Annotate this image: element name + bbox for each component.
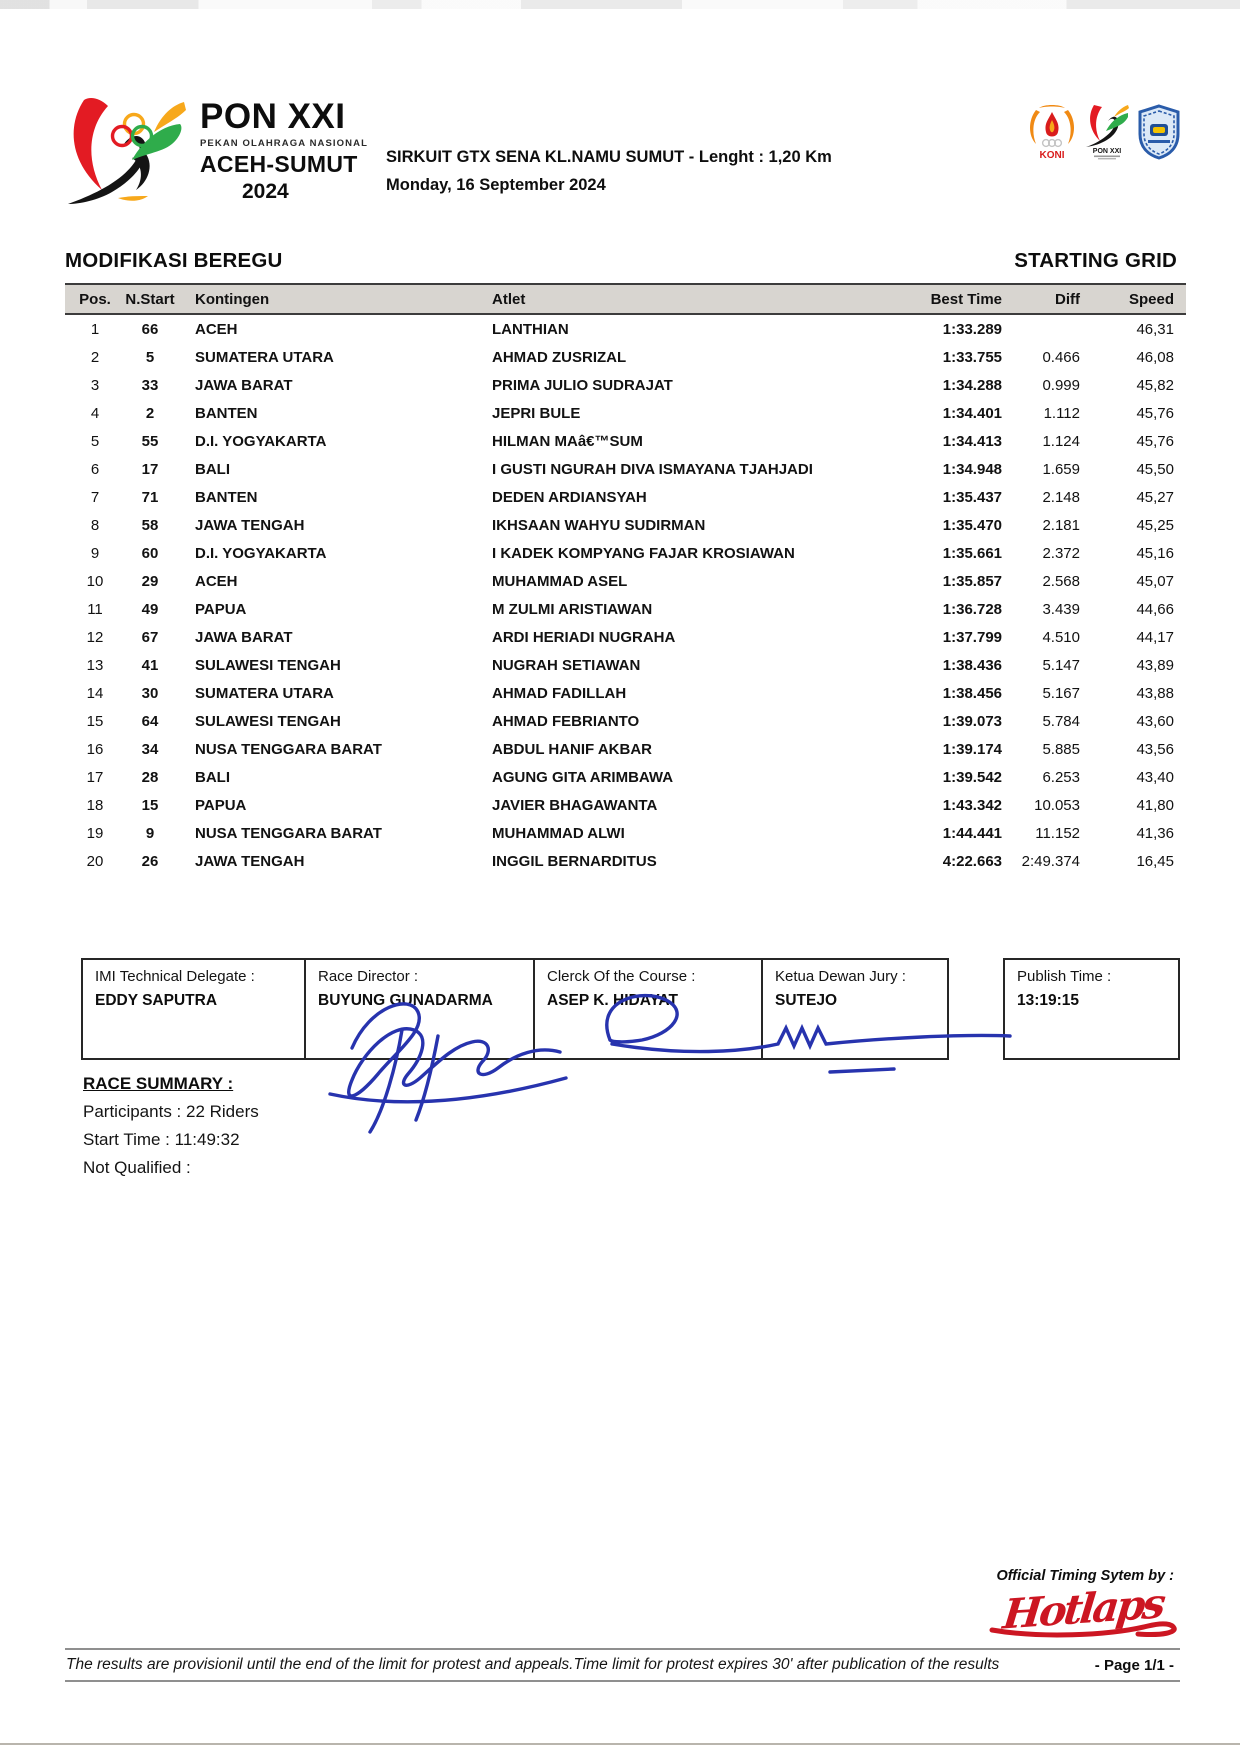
title-bar <box>65 249 1177 273</box>
cell-nstart: 64 <box>141 712 159 730</box>
cell-diff: 5.885 <box>1042 740 1080 758</box>
cell-pos: 15 <box>86 712 104 730</box>
scan-artifact-top <box>0 0 1240 9</box>
cell-nstart: 9 <box>145 824 155 842</box>
cell-nstart: 55 <box>141 432 159 450</box>
cell-atlet: AHMAD ZUSRIZAL <box>492 348 627 366</box>
cell-kontingen: NUSA TENGGARA BARAT <box>195 740 382 758</box>
table-row <box>65 511 1186 539</box>
cell-nstart: 17 <box>141 460 159 478</box>
cell-nstart: 71 <box>141 488 159 506</box>
publish-time-value: 13:19:15 <box>1017 992 1080 1009</box>
cell-atlet: NUGRAH SETIAWAN <box>492 656 641 674</box>
cell-kontingen: PAPUA <box>195 600 247 618</box>
cell-diff: 2.372 <box>1042 544 1080 562</box>
official-name: SUTEJO <box>775 992 838 1009</box>
cell-atlet: ARDI HERIADI NUGRAHA <box>492 628 676 646</box>
official-role: Clerck Of the Course : <box>547 968 696 985</box>
cell-pos: 5 <box>90 432 100 450</box>
column-header-pos: Pos. <box>65 284 125 314</box>
table-row <box>65 343 1186 371</box>
cell-atlet: MUHAMMAD ALWI <box>492 824 625 842</box>
event-date: Monday, 16 September 2024 <box>386 176 606 194</box>
cell-diff: 1.112 <box>1043 404 1080 422</box>
event-subtitle: PEKAN OLAHRAGA NASIONAL <box>200 138 368 149</box>
official-role: IMI Technical Delegate : <box>95 968 255 985</box>
cell-nstart: 49 <box>141 600 159 618</box>
official-role: Ketua Dewan Jury : <box>775 968 906 985</box>
cell-best_time: 1:39.542 <box>942 768 1002 786</box>
cell-kontingen: PAPUA <box>195 796 247 814</box>
table-row <box>65 651 1186 679</box>
table-row <box>65 539 1186 567</box>
cell-nstart: 15 <box>141 796 159 814</box>
table-row <box>65 763 1186 791</box>
cell-diff: 1.659 <box>1042 460 1080 478</box>
cell-speed: 45,16 <box>1136 544 1174 562</box>
cell-best_time: 1:35.470 <box>942 516 1002 534</box>
cell-diff: 5.167 <box>1042 684 1080 702</box>
cell-pos: 16 <box>86 740 104 758</box>
column-header-diff: Diff <box>1010 284 1090 314</box>
category-title: MODIFIKASI BEREGU <box>65 249 283 272</box>
cell-kontingen: BALI <box>195 768 230 786</box>
publish-time-box <box>1003 958 1180 1060</box>
cell-kontingen: D.I. YOGYAKARTA <box>195 432 327 450</box>
cell-kontingen: JAWA BARAT <box>195 628 293 646</box>
cell-diff: 0.999 <box>1042 376 1080 394</box>
cell-kontingen: SULAWESI TENGAH <box>195 712 341 730</box>
partner-logos <box>1026 102 1182 162</box>
cell-kontingen: BANTEN <box>195 404 258 422</box>
table-row <box>65 819 1186 847</box>
cell-pos: 18 <box>86 796 104 814</box>
cell-pos: 2 <box>90 348 100 366</box>
cell-kontingen: BANTEN <box>195 488 258 506</box>
cell-kontingen: BALI <box>195 460 230 478</box>
table-row <box>65 791 1186 819</box>
cell-best_time: 1:34.948 <box>942 460 1002 478</box>
cell-best_time: 1:39.073 <box>942 712 1002 730</box>
cell-kontingen: JAWA TENGAH <box>195 516 305 534</box>
cell-speed: 43,89 <box>1136 656 1174 674</box>
column-header-speed: Speed <box>1090 284 1186 314</box>
official-box <box>304 958 535 1060</box>
cell-pos: 9 <box>90 544 100 562</box>
cell-pos: 1 <box>90 320 100 338</box>
cell-atlet: JEPRI BULE <box>492 404 581 422</box>
cell-pos: 11 <box>87 600 103 618</box>
cell-best_time: 1:35.437 <box>942 488 1002 506</box>
cell-atlet: PRIMA JULIO SUDRAJAT <box>492 376 673 394</box>
document-type-title: STARTING GRID <box>1014 249 1177 272</box>
table-row <box>65 427 1186 455</box>
cell-kontingen: ACEH <box>195 320 238 338</box>
publish-time-label: Publish Time : <box>1017 968 1112 985</box>
circuit-name: SIRKUIT GTX SENA KL.NAMU SUMUT - Lenght : 1,20 Km <box>386 148 832 166</box>
table-row <box>65 707 1186 735</box>
hotlaps-logo-text: Hotlaps <box>1000 1579 1166 1639</box>
event-brand-block <box>200 98 368 204</box>
table-row <box>65 483 1186 511</box>
cell-speed: 45,50 <box>1136 460 1174 478</box>
cell-pos: 6 <box>90 460 100 478</box>
table-row <box>65 399 1186 427</box>
officials-boxes <box>81 958 949 1060</box>
cell-speed: 46,31 <box>1136 320 1174 338</box>
race-summary-not-qualified: Not Qualified : <box>83 1158 191 1177</box>
official-name: BUYUNG GUNADARMA <box>318 992 493 1009</box>
cell-kontingen: JAWA TENGAH <box>195 852 305 870</box>
cell-pos: 14 <box>86 684 104 702</box>
cell-speed: 45,76 <box>1136 432 1174 450</box>
event-year: 2024 <box>242 180 289 203</box>
race-summary-block <box>83 1074 259 1178</box>
cell-atlet: IKHSAAN WAHYU SUDIRMAN <box>492 516 706 534</box>
cell-diff: 6.253 <box>1042 768 1080 786</box>
table-row <box>65 455 1186 483</box>
cell-speed: 43,60 <box>1136 712 1174 730</box>
cell-speed: 45,07 <box>1136 572 1174 590</box>
cell-atlet: ABDUL HANIF AKBAR <box>492 740 652 758</box>
cell-best_time: 1:35.857 <box>942 572 1002 590</box>
table-row <box>65 314 1186 343</box>
cell-atlet: DEDEN ARDIANSYAH <box>492 488 647 506</box>
cell-best_time: 1:39.174 <box>942 740 1002 758</box>
cell-nstart: 60 <box>141 544 159 562</box>
cell-pos: 12 <box>86 628 104 646</box>
column-header-nstart: N.Start <box>125 284 175 314</box>
pon-mini-logo-icon <box>1084 103 1130 161</box>
footer-divider-top <box>65 1648 1180 1650</box>
cell-diff: 2.181 <box>1042 516 1080 534</box>
cell-best_time: 1:33.755 <box>942 348 1002 366</box>
svg-text:KONI: KONI <box>1039 150 1065 161</box>
cell-diff: 2.148 <box>1042 488 1080 506</box>
official-box <box>761 958 949 1060</box>
cell-best_time: 1:38.456 <box>942 684 1002 702</box>
event-title: PON XXI <box>200 97 346 136</box>
cell-speed: 43,40 <box>1136 768 1174 786</box>
column-header-best-time: Best Time <box>905 284 1010 314</box>
cell-atlet: I GUSTI NGURAH DIVA ISMAYANA TJAHJADI <box>492 460 813 478</box>
cell-diff: 4.510 <box>1042 628 1080 646</box>
cell-nstart: 30 <box>141 684 159 702</box>
cell-atlet: AHMAD FEBRIANTO <box>492 712 640 730</box>
cell-atlet: JAVIER BHAGAWANTA <box>492 796 658 814</box>
cell-speed: 46,08 <box>1136 348 1174 366</box>
cell-nstart: 58 <box>141 516 159 534</box>
cell-atlet: INGGIL BERNARDITUS <box>492 852 657 870</box>
cell-pos: 20 <box>86 852 104 870</box>
cell-best_time: 1:38.436 <box>942 656 1002 674</box>
cell-best_time: 1:34.413 <box>942 432 1002 450</box>
official-role: Race Director : <box>318 968 419 985</box>
cell-pos: 7 <box>90 488 100 506</box>
imi-shield-logo-icon <box>1136 104 1182 160</box>
cell-diff: 5.784 <box>1042 712 1080 730</box>
cell-speed: 45,76 <box>1136 404 1174 422</box>
cell-best_time: 1:44.441 <box>942 824 1002 842</box>
cell-diff: 2.568 <box>1042 572 1080 590</box>
cell-kontingen: NUSA TENGGARA BARAT <box>195 824 382 842</box>
timing-system-label: Official Timing Sytem by : <box>996 1568 1174 1584</box>
official-box <box>81 958 306 1060</box>
cell-speed: 45,82 <box>1136 376 1174 394</box>
table-row <box>65 595 1186 623</box>
official-name: ASEP K. HIDAYAT <box>547 992 678 1009</box>
cell-diff: 10.053 <box>1034 796 1080 814</box>
cell-best_time: 1:35.661 <box>942 544 1002 562</box>
scan-artifact-bottom <box>0 1743 1240 1745</box>
cell-diff: 3.439 <box>1042 600 1080 618</box>
cell-nstart: 29 <box>141 572 159 590</box>
column-header-kontingen: Kontingen <box>175 284 490 314</box>
cell-atlet: M ZULMI ARISTIAWAN <box>492 600 653 618</box>
table-row <box>65 735 1186 763</box>
cell-best_time: 1:34.288 <box>942 376 1002 394</box>
table-header-row <box>65 284 1186 314</box>
cell-nstart: 5 <box>145 348 155 366</box>
cell-speed: 41,80 <box>1136 796 1174 814</box>
cell-diff: 0.466 <box>1042 348 1080 366</box>
cell-nstart: 67 <box>141 628 159 646</box>
race-summary-start-time: Start Time : 11:49:32 <box>83 1130 240 1149</box>
cell-speed: 43,88 <box>1136 684 1174 702</box>
cell-diff: 11.152 <box>1035 824 1080 842</box>
provisional-note: The results are provisionil until the end of the limit for protest and appeals.Time limit for protest expires 30' after publication of the results <box>66 1656 1000 1673</box>
cell-best_time: 1:43.342 <box>942 796 1002 814</box>
cell-diff: 1.124 <box>1042 432 1080 450</box>
cell-pos: 17 <box>86 768 104 786</box>
table-row <box>65 679 1186 707</box>
cell-speed: 45,27 <box>1136 488 1174 506</box>
cell-speed: 41,36 <box>1136 824 1174 842</box>
cell-diff: 2:49.374 <box>1021 852 1080 870</box>
cell-pos: 19 <box>86 824 104 842</box>
cell-speed: 44,17 <box>1136 628 1174 646</box>
cell-nstart: 2 <box>145 404 155 422</box>
cell-best_time: 1:36.728 <box>942 600 1002 618</box>
official-name: EDDY SAPUTRA <box>95 992 218 1009</box>
cell-pos: 13 <box>86 656 104 674</box>
cell-diff <box>1010 314 1090 343</box>
cell-nstart: 33 <box>141 376 159 394</box>
cell-atlet: I KADEK KOMPYANG FAJAR KROSIAWAN <box>492 544 795 562</box>
cell-kontingen: JAWA BARAT <box>195 376 293 394</box>
koni-logo-icon <box>1026 102 1078 162</box>
cell-nstart: 66 <box>141 320 159 338</box>
cell-pos: 4 <box>90 404 100 422</box>
cell-kontingen: SUMATERA UTARA <box>195 348 334 366</box>
cell-speed: 16,45 <box>1136 852 1174 870</box>
cell-nstart: 26 <box>141 852 159 870</box>
cell-kontingen: ACEH <box>195 572 238 590</box>
cell-pos: 8 <box>90 516 100 534</box>
table-row <box>65 371 1186 399</box>
race-summary-participants: Participants : 22 Riders <box>83 1102 259 1121</box>
official-box <box>533 958 763 1060</box>
starting-grid-table <box>65 283 1186 875</box>
cell-atlet: LANTHIAN <box>492 320 569 338</box>
pon-bird-logo-icon <box>62 94 188 213</box>
cell-best_time: 1:37.799 <box>942 628 1002 646</box>
table-row <box>65 567 1186 595</box>
cell-atlet: MUHAMMAD ASEL <box>492 572 628 590</box>
cell-best_time: 1:34.401 <box>942 404 1002 422</box>
footer-divider-bottom <box>65 1680 1180 1682</box>
event-host: ACEH-SUMUT <box>200 151 358 177</box>
cell-best_time: 1:33.289 <box>942 320 1002 338</box>
cell-nstart: 28 <box>141 768 159 786</box>
cell-kontingen: SULAWESI TENGAH <box>195 656 341 674</box>
results-body <box>65 314 1186 875</box>
hotlaps-logo <box>988 1579 1178 1639</box>
cell-atlet: AGUNG GITA ARIMBAWA <box>492 768 674 786</box>
column-header-atlet: Atlet <box>490 284 905 314</box>
cell-atlet: AHMAD FADILLAH <box>492 684 627 702</box>
svg-text:PON XXI: PON XXI <box>1092 148 1122 155</box>
cell-best_time: 4:22.663 <box>942 852 1002 870</box>
cell-pos: 10 <box>86 572 104 590</box>
cell-kontingen: D.I. YOGYAKARTA <box>195 544 327 562</box>
page-indicator: - Page 1/1 - <box>1094 1657 1174 1674</box>
table-row <box>65 623 1186 651</box>
cell-nstart: 34 <box>141 740 159 758</box>
cell-kontingen: SUMATERA UTARA <box>195 684 334 702</box>
race-summary-title: RACE SUMMARY : <box>83 1074 234 1093</box>
circuit-info-block <box>386 148 946 195</box>
table-row <box>65 847 1186 875</box>
cell-atlet: HILMAN MAâ€™SUM <box>492 432 643 450</box>
cell-speed: 45,25 <box>1136 516 1174 534</box>
cell-nstart: 41 <box>141 656 159 674</box>
cell-diff: 5.147 <box>1042 656 1080 674</box>
cell-speed: 44,66 <box>1136 600 1174 618</box>
cell-speed: 43,56 <box>1136 740 1174 758</box>
cell-pos: 3 <box>90 376 100 394</box>
